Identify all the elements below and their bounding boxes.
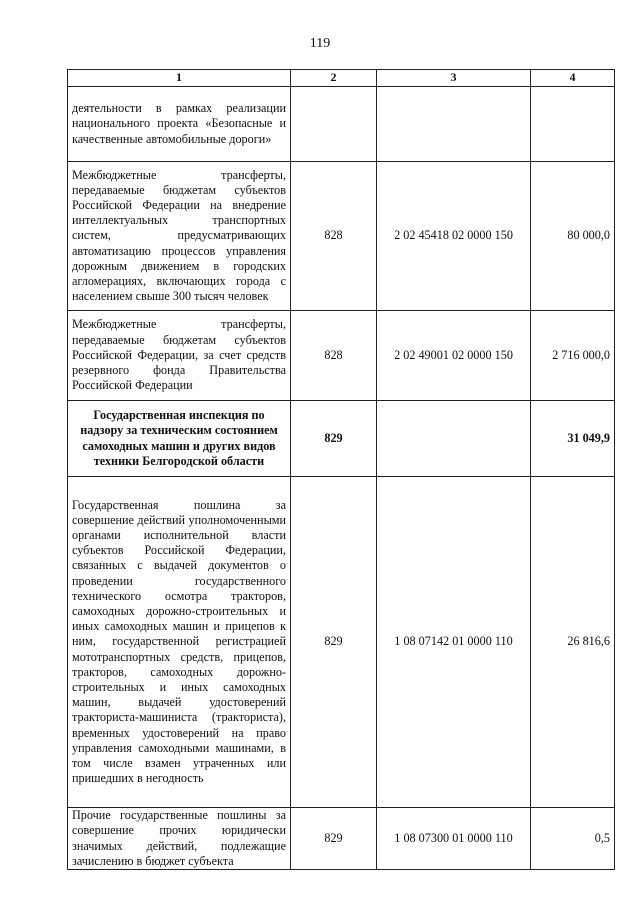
row-code: 829	[291, 808, 377, 870]
table-row	[68, 477, 615, 808]
row-code: 828	[291, 311, 377, 401]
row-kbk	[377, 401, 531, 477]
row-code: 829	[291, 477, 377, 808]
row-kbk: 2 02 45418 02 0000 150	[377, 162, 531, 311]
row-name: Прочие государственные пошлины за совершение прочих юридически значимых действий, подлежащие зачислению в бюджет субъекта	[68, 808, 291, 870]
column-header: 1	[68, 70, 291, 87]
row-amount: 80 000,0	[531, 162, 615, 311]
page-number: 119	[309, 36, 331, 51]
row-name: Государственная инспекция по надзору за техническим состоянием самоходных машин и других видов техники Белгородской области	[68, 401, 291, 477]
row-kbk: 1 08 07142 01 0000 110	[377, 477, 531, 808]
row-amount: 2 716 000,0	[531, 311, 615, 401]
row-kbk: 1 08 07300 01 0000 110	[377, 808, 531, 870]
row-code	[291, 87, 377, 162]
row-amount	[531, 87, 615, 162]
table-row	[68, 808, 615, 870]
column-header: 4	[531, 70, 615, 87]
column-header: 2	[291, 70, 377, 87]
row-name: Межбюджетные трансферты, передаваемые бюджетам субъектов Российской Федерации на внедрение интеллектуальных транспортных систем, предусматривающих автоматизацию процессов управления дорожным движением в городских агломерациях, включающих города с населением свыше 300 тысяч человек	[68, 162, 291, 311]
table-row	[68, 87, 615, 162]
row-amount: 31 049,9	[531, 401, 615, 477]
row-name: Межбюджетные трансферты, передаваемые бюджетам субъектов Российской Федерации, за счет средств резервного фонда Правительства Российской Федерации	[68, 311, 291, 401]
table-header-row	[68, 70, 615, 87]
row-kbk	[377, 87, 531, 162]
row-amount: 0,5	[531, 808, 615, 870]
revenue-table	[67, 69, 615, 870]
table-row-section	[68, 401, 615, 477]
table-row	[68, 162, 615, 311]
row-name: деятельности в рамках реализации национального проекта «Безопасные и качественные автомобильные дороги»	[68, 87, 291, 162]
row-name: Государственная пошлина за совершение действий уполномоченными органами исполнительной власти субъектов Российской Федерации, связанных с выдачей документов о проведении государственного технического осмотра тракторов, самоходных дорожно-строительных и иных самоходных машин и прицепов к ним, государственной регистрацией мототранспортных средств, прицепов, тракторов, самоходных дорожно-строительных и иных самоходных машин, выдачей удостоверений тракториста-машиниста (тракториста), временных удостоверений на право управления самоходными машинами, в том числе взамен утраченных или пришедших в негодность	[68, 477, 291, 808]
row-code: 828	[291, 162, 377, 311]
row-code: 829	[291, 401, 377, 477]
table-row	[68, 311, 615, 401]
column-header: 3	[377, 70, 531, 87]
row-kbk: 2 02 49001 02 0000 150	[377, 311, 531, 401]
row-amount: 26 816,6	[531, 477, 615, 808]
